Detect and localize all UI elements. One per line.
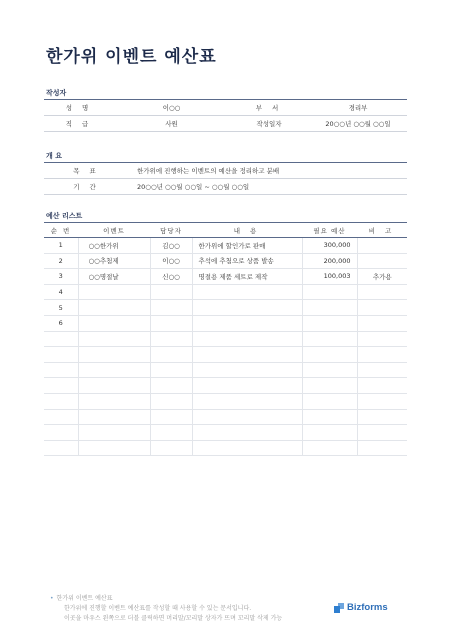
row-number[interactable] [44, 440, 78, 456]
header-owner: 담당자 [150, 223, 192, 238]
row-number[interactable] [44, 362, 78, 378]
footer-title: 한가위 이벤트 예산표 [56, 595, 113, 602]
row-owner[interactable] [150, 378, 192, 394]
row-number[interactable] [44, 425, 78, 441]
row-event[interactable] [78, 425, 150, 441]
row-content[interactable] [192, 378, 302, 394]
row-owner[interactable] [150, 425, 192, 441]
row-number[interactable]: 4 [44, 284, 78, 300]
budget-row [44, 315, 407, 331]
dept-label: 부 서 [229, 100, 309, 116]
row-event[interactable] [78, 378, 150, 394]
rank-value[interactable]: 사원 [114, 116, 229, 132]
row-owner[interactable]: 신○○ [150, 269, 192, 285]
row-number[interactable]: 5 [44, 300, 78, 316]
row-number[interactable] [44, 409, 78, 425]
row-note[interactable] [357, 331, 407, 347]
name-value[interactable]: 이○○ [114, 100, 229, 116]
row-content[interactable] [192, 440, 302, 456]
author-table [44, 99, 407, 132]
row-budget[interactable]: 100,003 [302, 269, 357, 285]
row-note[interactable] [357, 347, 407, 363]
row-note[interactable] [357, 440, 407, 456]
row-event[interactable] [78, 315, 150, 331]
row-content[interactable] [192, 284, 302, 300]
footer-note [50, 594, 282, 624]
budget-row [44, 409, 407, 425]
header-budget: 필요 예산 [302, 223, 357, 238]
row-event[interactable] [78, 362, 150, 378]
row-owner[interactable] [150, 440, 192, 456]
row-budget[interactable] [302, 315, 357, 331]
row-note[interactable] [357, 253, 407, 269]
row-event[interactable] [78, 300, 150, 316]
footer-hint: 이곳을 마우스 왼쪽으로 더블 클릭하면 머리말/꼬리말 상자가 뜨며 꼬리말 삭제 가능 [64, 615, 283, 622]
author-row [44, 116, 407, 132]
row-number[interactable] [44, 331, 78, 347]
row-owner[interactable] [150, 362, 192, 378]
row-note[interactable] [357, 425, 407, 441]
date-value[interactable]: 20○○년 ○○월 ○○일 [309, 116, 407, 132]
row-note[interactable] [357, 409, 407, 425]
budget-row [44, 300, 407, 316]
row-owner[interactable]: 김○○ [150, 238, 192, 254]
row-owner[interactable] [150, 393, 192, 409]
brand-logo [334, 602, 388, 613]
budget-row [44, 269, 407, 285]
budget-row [44, 362, 407, 378]
header-no: 순 번 [44, 223, 78, 238]
row-event[interactable] [78, 393, 150, 409]
goal-value[interactable]: 한가위에 진행하는 이벤트의 예산을 정리하고 분배 [129, 163, 407, 179]
row-budget[interactable] [302, 284, 357, 300]
row-event[interactable] [78, 331, 150, 347]
budget-row [44, 378, 407, 394]
budget-table [44, 222, 407, 456]
overview-row [44, 179, 407, 195]
row-event[interactable]: ○○한가위 [78, 238, 150, 254]
row-number[interactable]: 1 [44, 238, 78, 254]
rank-label: 직 급 [44, 116, 114, 132]
row-note[interactable] [357, 362, 407, 378]
period-value[interactable]: 20○○년 ○○월 ○○일 ~ ○○월 ○○일 [129, 179, 407, 195]
row-budget[interactable] [302, 393, 357, 409]
row-number[interactable] [44, 347, 78, 363]
row-budget[interactable]: 300,000 [302, 238, 357, 254]
brand-name: Bizforms [347, 602, 388, 613]
header-content: 내 용 [192, 223, 302, 238]
author-section-label: 작성자 [46, 89, 67, 97]
row-number[interactable]: 6 [44, 315, 78, 331]
row-owner[interactable] [150, 300, 192, 316]
row-budget[interactable] [302, 378, 357, 394]
overview-section-label: 개 요 [46, 152, 62, 160]
row-budget[interactable] [302, 362, 357, 378]
footer-desc: 한가위에 진행할 이벤트 예산표를 작성할 때 사용할 수 있는 문서입니다. [64, 605, 252, 612]
row-number[interactable] [44, 393, 78, 409]
budget-row [44, 440, 407, 456]
overview-row [44, 163, 407, 179]
row-note[interactable] [357, 378, 407, 394]
row-content[interactable] [192, 362, 302, 378]
row-event[interactable]: ○○명절날 [78, 269, 150, 285]
budget-row [44, 425, 407, 441]
date-label: 작성일자 [229, 116, 309, 132]
row-content[interactable]: 추석에 추첨으로 상품 발송 [192, 253, 302, 269]
row-note[interactable] [357, 284, 407, 300]
goal-label: 목 표 [44, 163, 129, 179]
row-event[interactable]: ○○추첨제 [78, 253, 150, 269]
row-content[interactable] [192, 315, 302, 331]
page-title: 한가위 이벤트 예산표 [46, 47, 217, 67]
bullet-icon: • [50, 595, 54, 602]
row-note[interactable] [357, 300, 407, 316]
row-event[interactable] [78, 440, 150, 456]
row-event[interactable] [78, 347, 150, 363]
row-content[interactable] [192, 300, 302, 316]
row-owner[interactable] [150, 331, 192, 347]
row-content[interactable] [192, 409, 302, 425]
period-label: 기 간 [44, 179, 129, 195]
row-owner[interactable]: 이○○ [150, 253, 192, 269]
row-owner[interactable] [150, 409, 192, 425]
row-note[interactable] [357, 238, 407, 254]
row-content[interactable] [192, 331, 302, 347]
row-owner[interactable] [150, 347, 192, 363]
row-owner[interactable] [150, 284, 192, 300]
row-number[interactable] [44, 378, 78, 394]
budget-row [44, 284, 407, 300]
budget-header-row [44, 223, 407, 238]
row-content[interactable]: 한가위에 할인가로 판매 [192, 238, 302, 254]
row-number[interactable]: 3 [44, 269, 78, 285]
row-note[interactable] [357, 315, 407, 331]
budget-row [44, 393, 407, 409]
row-budget[interactable] [302, 440, 357, 456]
row-event[interactable] [78, 284, 150, 300]
author-row [44, 100, 407, 116]
budget-row [44, 238, 407, 254]
row-owner[interactable] [150, 315, 192, 331]
header-event: 이벤트 [78, 223, 150, 238]
row-budget[interactable] [302, 331, 357, 347]
row-note[interactable]: 추가용 [357, 269, 407, 285]
row-budget[interactable]: 200,000 [302, 253, 357, 269]
row-event[interactable] [78, 409, 150, 425]
dept-value[interactable]: 경리부 [309, 100, 407, 116]
overview-table [44, 162, 407, 195]
bizforms-logo-icon [334, 603, 344, 613]
name-label: 성 명 [44, 100, 114, 116]
row-content[interactable]: 명절용 제품 세트로 제작 [192, 269, 302, 285]
row-content[interactable] [192, 393, 302, 409]
row-budget[interactable] [302, 300, 357, 316]
budget-section-label: 예산 리스트 [46, 212, 83, 220]
budget-row [44, 331, 407, 347]
row-number[interactable]: 2 [44, 253, 78, 269]
row-budget[interactable] [302, 347, 357, 363]
row-budget[interactable] [302, 425, 357, 441]
header-note: 비 고 [357, 223, 407, 238]
row-content[interactable] [192, 425, 302, 441]
row-content[interactable] [192, 347, 302, 363]
budget-row [44, 253, 407, 269]
budget-row [44, 347, 407, 363]
row-note[interactable] [357, 393, 407, 409]
row-budget[interactable] [302, 409, 357, 425]
